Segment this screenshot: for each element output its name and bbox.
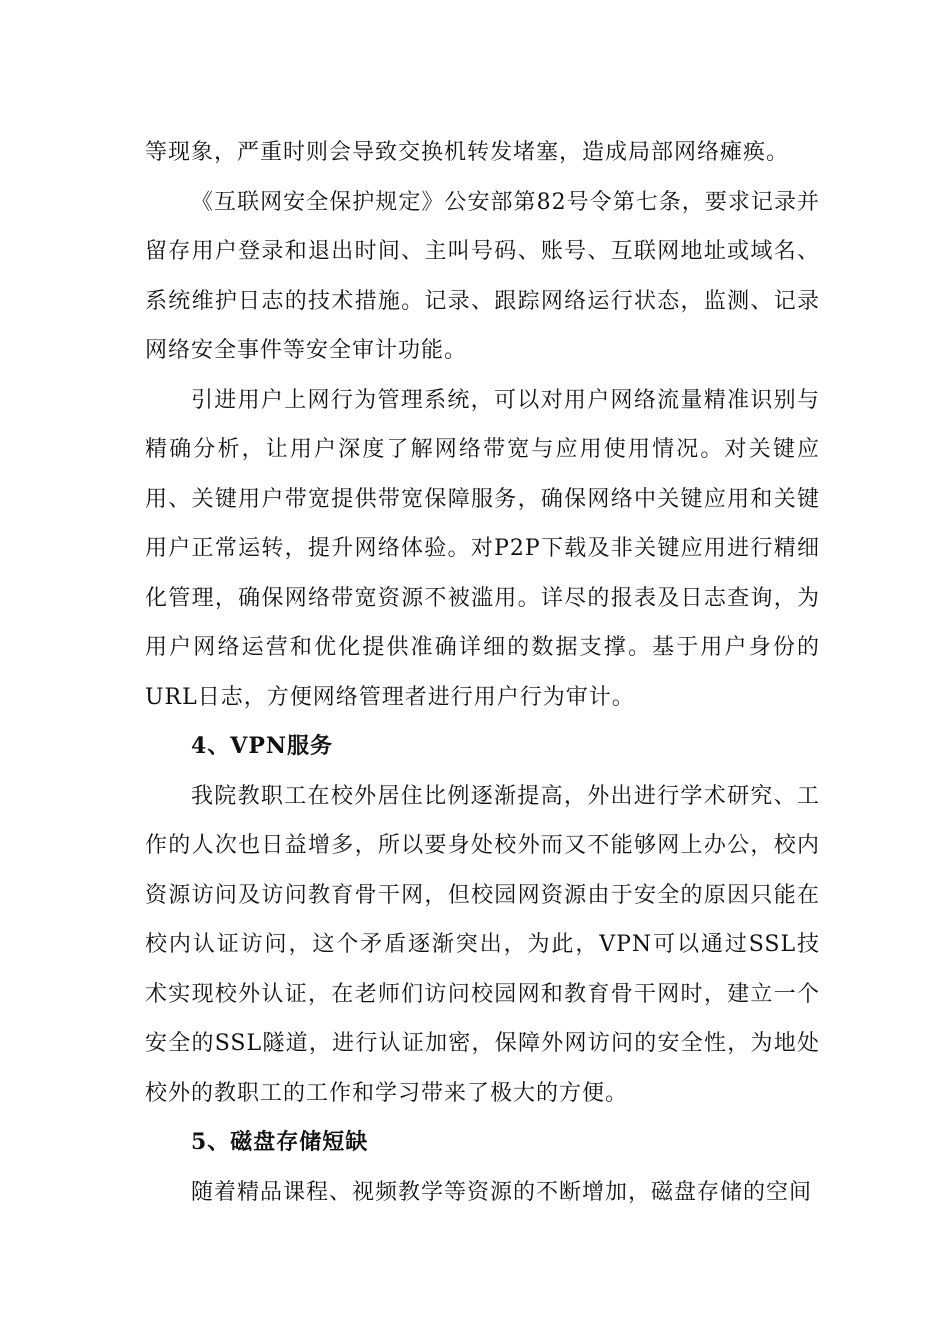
paragraph-vpn-service: 我院教职工在校外居住比例逐渐提高，外出进行学术研究、工作的人次也日益增多，所以要身处校外而又不能够网上办公，校内资源访问及访问教育骨干网，但校园网资源由于安全的原因只能在校内认证访问，这个矛盾逐渐突出，为此，VPN可以通过SSL技术实现校外认证，在老师们访问校园网和教育骨干网时，建立一个安全的SSL隧道，进行认证加密，保障外网访问的安全性，为地处校外的教职工的工作和学习带来了极大的方便。 xyxy=(145,783,820,1106)
document-body xyxy=(145,128,820,1217)
section-heading-vpn: 4、VPN服务 xyxy=(191,733,334,759)
paragraph-storage-shortage: 随着精品课程、视频教学等资源的不断增加，磁盘存储的空间 xyxy=(191,1179,813,1205)
paragraph-network-congestion: 等现象，严重时则会导致交换机转发堵塞，造成局部网络瘫痪。 xyxy=(145,140,790,165)
paragraph-security-regulation: 《互联网安全保护规定》公安部第82号令第七条，要求记录并留存用户登录和退出时间、主叫号码、账号、互联网地址或域名、系统维护日志的技术措施。记录、跟踪网络运行状态，监测、记录网络安全事件等安全审计功能。 xyxy=(145,189,820,363)
section-heading-storage: 5、磁盘存储短缺 xyxy=(191,1129,369,1155)
paragraph-behavior-management: 引进用户上网行为管理系统，可以对用户网络流量精准识别与精确分析，让用户深度了解网络带宽与应用使用情况。对关键应用、关键用户带宽提供带宽保障服务，确保网络中关键应用和关键用户正常运转，提升网络体验。对P2P下载及非关键应用进行精细化管理，确保网络带宽资源不被滥用。详尽的报表及日志查询，为用户网络运营和优化提供准确详细的数据支撑。基于用户身份的URL日志，方便网络管理者进行用户行为审计。 xyxy=(145,387,820,710)
